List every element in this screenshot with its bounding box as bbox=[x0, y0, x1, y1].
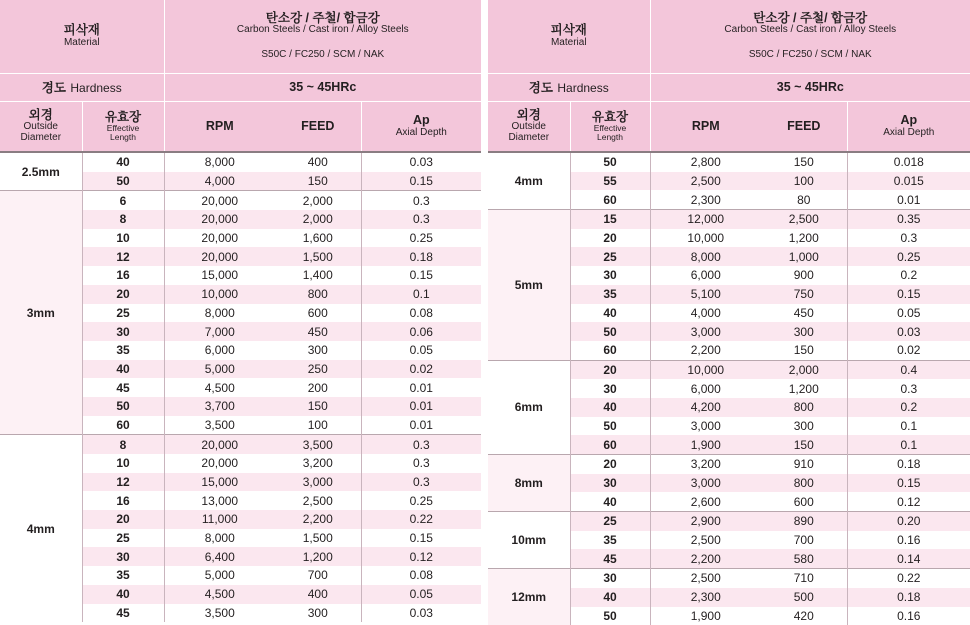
material-en: Material bbox=[0, 38, 164, 49]
length-cell: 30 bbox=[570, 266, 650, 285]
ap-label: Ap bbox=[848, 114, 970, 127]
rpm-cell: 8,000 bbox=[164, 529, 275, 548]
length-cell: 20 bbox=[82, 285, 164, 304]
length-cell: 60 bbox=[570, 190, 650, 209]
rpm-cell: 10,000 bbox=[650, 360, 761, 379]
length-cell: 30 bbox=[570, 474, 650, 493]
hardness-en: Hardness bbox=[70, 81, 121, 95]
rpm-cell: 20,000 bbox=[164, 454, 275, 473]
rpm-cell: 4,200 bbox=[650, 398, 761, 417]
rpm-cell: 2,500 bbox=[650, 172, 761, 191]
rpm-cell: 2,300 bbox=[650, 588, 761, 607]
steel-en: Carbon Steels / Cast iron / Alloy Steels bbox=[165, 25, 482, 36]
rpm-cell: 2,200 bbox=[650, 549, 761, 568]
length-en1: Effective bbox=[83, 124, 164, 133]
feed-cell: 3,000 bbox=[275, 473, 361, 492]
col-rpm-header: RPM bbox=[650, 101, 761, 152]
rpm-cell: 12,000 bbox=[650, 210, 761, 229]
length-cell: 12 bbox=[82, 473, 164, 492]
ap-cell: 0.22 bbox=[361, 510, 481, 529]
rpm-cell: 4,500 bbox=[164, 378, 275, 397]
rpm-cell: 8,000 bbox=[164, 152, 275, 172]
rpm-cell: 20,000 bbox=[164, 191, 275, 210]
feed-cell: 1,400 bbox=[275, 266, 361, 285]
ap-cell: 0.15 bbox=[361, 172, 481, 191]
col-rpm-header: RPM bbox=[164, 101, 275, 152]
length-cell: 60 bbox=[570, 435, 650, 454]
length-cell: 30 bbox=[570, 569, 650, 588]
left-data-rows bbox=[0, 152, 481, 622]
length-cell: 35 bbox=[570, 531, 650, 550]
feed-cell: 200 bbox=[275, 378, 361, 397]
steel-header bbox=[650, 0, 970, 73]
rpm-cell: 4,000 bbox=[164, 172, 275, 191]
feed-cell: 250 bbox=[275, 360, 361, 379]
rpm-cell: 8,000 bbox=[650, 247, 761, 266]
ap-cell: 0.3 bbox=[361, 473, 481, 492]
table-row bbox=[0, 152, 481, 172]
length-cell: 30 bbox=[82, 547, 164, 566]
feed-cell: 450 bbox=[275, 322, 361, 341]
material-en: Material bbox=[488, 38, 650, 49]
length-cell: 25 bbox=[570, 247, 650, 266]
length-cell: 40 bbox=[82, 152, 164, 172]
hardness-label bbox=[488, 73, 650, 101]
ap-cell: 0.18 bbox=[361, 247, 481, 266]
diameter-en1: Outside bbox=[488, 122, 570, 133]
length-cell: 35 bbox=[82, 341, 164, 360]
ap-cell: 0.22 bbox=[847, 569, 970, 588]
rpm-cell: 2,800 bbox=[650, 152, 761, 172]
length-cell: 25 bbox=[570, 512, 650, 531]
ap-cell: 0.15 bbox=[361, 266, 481, 285]
ap-cell: 0.01 bbox=[361, 397, 481, 416]
rpm-cell: 6,400 bbox=[164, 547, 275, 566]
steel-ko: 탄소강 / 주철/ 합금강 bbox=[651, 12, 970, 25]
ap-cell: 0.015 bbox=[847, 172, 970, 191]
ap-cell: 0.2 bbox=[847, 266, 970, 285]
length-ko: 유효장 bbox=[571, 111, 650, 124]
rpm-cell: 2,500 bbox=[650, 531, 761, 550]
length-cell: 8 bbox=[82, 210, 164, 229]
feed-cell: 800 bbox=[761, 474, 847, 493]
cutting-table-left bbox=[0, 0, 481, 622]
col-diameter-header bbox=[0, 101, 82, 152]
length-cell: 20 bbox=[570, 229, 650, 248]
ap-cell: 0.03 bbox=[361, 152, 481, 172]
length-en2: Length bbox=[83, 133, 164, 142]
ap-cell: 0.12 bbox=[847, 492, 970, 511]
steel-grades: S50C / FC250 / SCM / NAK bbox=[651, 50, 970, 61]
right-data-rows bbox=[488, 152, 970, 625]
feed-cell: 1,600 bbox=[275, 229, 361, 248]
diameter-cell: 3mm bbox=[0, 191, 82, 435]
feed-cell: 100 bbox=[275, 416, 361, 435]
feed-cell: 2,000 bbox=[275, 191, 361, 210]
feed-cell: 300 bbox=[275, 341, 361, 360]
rpm-cell: 6,000 bbox=[650, 379, 761, 398]
rpm-cell: 3,000 bbox=[650, 417, 761, 436]
length-cell: 8 bbox=[82, 435, 164, 454]
diameter-cell: 4mm bbox=[0, 435, 82, 622]
length-cell: 60 bbox=[570, 341, 650, 360]
length-cell: 45 bbox=[570, 549, 650, 568]
steel-header bbox=[164, 0, 481, 73]
feed-cell: 700 bbox=[275, 566, 361, 585]
diameter-cell: 6mm bbox=[488, 360, 570, 454]
length-cell: 12 bbox=[82, 247, 164, 266]
hardness-value: 35 ~ 45HRc bbox=[650, 73, 970, 101]
ap-cell: 0.1 bbox=[847, 435, 970, 454]
ap-cell: 0.1 bbox=[361, 285, 481, 304]
rpm-cell: 10,000 bbox=[164, 285, 275, 304]
length-cell: 20 bbox=[570, 455, 650, 474]
feed-cell: 300 bbox=[761, 417, 847, 436]
length-cell: 25 bbox=[82, 529, 164, 548]
rpm-cell: 3,000 bbox=[650, 322, 761, 341]
rpm-cell: 20,000 bbox=[164, 435, 275, 454]
ap-cell: 0.03 bbox=[361, 604, 481, 623]
rpm-cell: 2,200 bbox=[650, 341, 761, 360]
rpm-cell: 11,000 bbox=[164, 510, 275, 529]
feed-cell: 900 bbox=[761, 266, 847, 285]
length-cell: 30 bbox=[82, 322, 164, 341]
length-cell: 40 bbox=[570, 398, 650, 417]
diameter-cell: 12mm bbox=[488, 569, 570, 625]
length-cell: 25 bbox=[82, 304, 164, 323]
table-row bbox=[0, 435, 481, 454]
length-cell: 40 bbox=[82, 585, 164, 604]
feed-cell: 2,000 bbox=[761, 360, 847, 379]
rpm-cell: 4,000 bbox=[650, 304, 761, 323]
length-cell: 20 bbox=[570, 360, 650, 379]
rpm-cell: 8,000 bbox=[164, 304, 275, 323]
feed-cell: 300 bbox=[761, 322, 847, 341]
feed-cell: 450 bbox=[761, 304, 847, 323]
feed-cell: 300 bbox=[275, 604, 361, 623]
length-cell: 35 bbox=[82, 566, 164, 585]
ap-label: Ap bbox=[362, 114, 482, 127]
rpm-cell: 6,000 bbox=[650, 266, 761, 285]
ap-cell: 0.02 bbox=[361, 360, 481, 379]
ap-cell: 0.14 bbox=[847, 549, 970, 568]
ap-cell: 0.15 bbox=[361, 529, 481, 548]
feed-cell: 1,500 bbox=[275, 529, 361, 548]
rpm-cell: 2,600 bbox=[650, 492, 761, 511]
diameter-cell: 2.5mm bbox=[0, 152, 82, 191]
feed-cell: 400 bbox=[275, 585, 361, 604]
length-cell: 45 bbox=[82, 604, 164, 623]
ap-cell: 0.02 bbox=[847, 341, 970, 360]
ap-cell: 0.05 bbox=[847, 304, 970, 323]
ap-cell: 0.05 bbox=[361, 341, 481, 360]
length-en2: Length bbox=[571, 133, 650, 142]
feed-cell: 700 bbox=[761, 531, 847, 550]
ap-cell: 0.01 bbox=[361, 378, 481, 397]
rpm-cell: 3,000 bbox=[650, 474, 761, 493]
material-header bbox=[488, 0, 650, 73]
feed-cell: 1,500 bbox=[275, 247, 361, 266]
col-ap-header bbox=[361, 101, 481, 152]
table-row bbox=[0, 191, 481, 210]
length-cell: 45 bbox=[82, 378, 164, 397]
diameter-ko: 외경 bbox=[0, 109, 82, 122]
rpm-cell: 15,000 bbox=[164, 266, 275, 285]
ap-cell: 0.3 bbox=[361, 454, 481, 473]
hardness-ko: 경도 bbox=[42, 81, 66, 95]
ap-cell: 0.01 bbox=[847, 190, 970, 209]
length-cell: 40 bbox=[82, 360, 164, 379]
ap-cell: 0.018 bbox=[847, 152, 970, 172]
material-header bbox=[0, 0, 164, 73]
feed-cell: 100 bbox=[761, 172, 847, 191]
hardness-label bbox=[0, 73, 164, 101]
diameter-cell: 8mm bbox=[488, 455, 570, 512]
ap-en: Axial Depth bbox=[848, 128, 970, 139]
feed-cell: 150 bbox=[761, 341, 847, 360]
table-row bbox=[488, 569, 970, 588]
rpm-cell: 2,300 bbox=[650, 190, 761, 209]
rpm-cell: 3,700 bbox=[164, 397, 275, 416]
length-cell: 50 bbox=[570, 322, 650, 341]
ap-cell: 0.4 bbox=[847, 360, 970, 379]
steel-en: Carbon Steels / Cast iron / Alloy Steels bbox=[651, 25, 970, 36]
length-cell: 6 bbox=[82, 191, 164, 210]
length-cell: 20 bbox=[82, 510, 164, 529]
rpm-cell: 2,500 bbox=[650, 569, 761, 588]
table-row bbox=[488, 152, 970, 172]
material-ko: 피삭재 bbox=[0, 24, 164, 37]
feed-cell: 580 bbox=[761, 549, 847, 568]
rpm-cell: 6,000 bbox=[164, 341, 275, 360]
rpm-cell: 15,000 bbox=[164, 473, 275, 492]
feed-cell: 150 bbox=[275, 172, 361, 191]
ap-cell: 0.35 bbox=[847, 210, 970, 229]
feed-cell: 80 bbox=[761, 190, 847, 209]
length-cell: 10 bbox=[82, 454, 164, 473]
hardness-en: Hardness bbox=[557, 81, 608, 95]
diameter-cell: 10mm bbox=[488, 512, 570, 569]
length-cell: 40 bbox=[570, 492, 650, 511]
length-cell: 30 bbox=[570, 379, 650, 398]
feed-cell: 750 bbox=[761, 285, 847, 304]
ap-cell: 0.3 bbox=[847, 229, 970, 248]
ap-cell: 0.06 bbox=[361, 322, 481, 341]
length-ko: 유효장 bbox=[83, 111, 164, 124]
steel-ko: 탄소강 / 주철/ 합금강 bbox=[165, 12, 482, 25]
length-cell: 15 bbox=[570, 210, 650, 229]
table-row bbox=[488, 360, 970, 379]
diameter-en2: Diameter bbox=[0, 133, 82, 144]
col-feed-header: FEED bbox=[761, 101, 847, 152]
feed-cell: 600 bbox=[275, 304, 361, 323]
feed-cell: 800 bbox=[275, 285, 361, 304]
feed-cell: 3,500 bbox=[275, 435, 361, 454]
diameter-en1: Outside bbox=[0, 122, 82, 133]
feed-cell: 910 bbox=[761, 455, 847, 474]
length-cell: 40 bbox=[570, 304, 650, 323]
length-cell: 60 bbox=[82, 416, 164, 435]
rpm-cell: 3,200 bbox=[650, 455, 761, 474]
feed-cell: 2,000 bbox=[275, 210, 361, 229]
rpm-cell: 20,000 bbox=[164, 247, 275, 266]
ap-cell: 0.03 bbox=[847, 322, 970, 341]
feed-cell: 150 bbox=[275, 397, 361, 416]
ap-cell: 0.3 bbox=[361, 210, 481, 229]
feed-cell: 1,000 bbox=[761, 247, 847, 266]
feed-cell: 1,200 bbox=[275, 547, 361, 566]
hardness-ko: 경도 bbox=[529, 81, 553, 95]
ap-cell: 0.01 bbox=[361, 416, 481, 435]
rpm-cell: 5,000 bbox=[164, 566, 275, 585]
ap-cell: 0.16 bbox=[847, 531, 970, 550]
length-cell: 55 bbox=[570, 172, 650, 191]
rpm-cell: 20,000 bbox=[164, 229, 275, 248]
ap-cell: 0.08 bbox=[361, 304, 481, 323]
diameter-cell: 4mm bbox=[488, 152, 570, 210]
feed-cell: 2,500 bbox=[275, 491, 361, 510]
ap-cell: 0.12 bbox=[361, 547, 481, 566]
length-en1: Effective bbox=[571, 124, 650, 133]
diameter-ko: 외경 bbox=[488, 109, 570, 122]
ap-cell: 0.18 bbox=[847, 588, 970, 607]
feed-cell: 400 bbox=[275, 152, 361, 172]
ap-cell: 0.15 bbox=[847, 474, 970, 493]
rpm-cell: 4,500 bbox=[164, 585, 275, 604]
ap-cell: 0.25 bbox=[361, 491, 481, 510]
ap-cell: 0.16 bbox=[847, 607, 970, 625]
table-row bbox=[488, 210, 970, 229]
length-cell: 10 bbox=[82, 229, 164, 248]
length-cell: 50 bbox=[570, 152, 650, 172]
feed-cell: 2,500 bbox=[761, 210, 847, 229]
rpm-cell: 20,000 bbox=[164, 210, 275, 229]
cutting-table-right bbox=[488, 0, 970, 625]
material-ko: 피삭재 bbox=[488, 24, 650, 37]
feed-cell: 150 bbox=[761, 152, 847, 172]
length-cell: 50 bbox=[82, 397, 164, 416]
diameter-en2: Diameter bbox=[488, 133, 570, 144]
ap-en: Axial Depth bbox=[362, 128, 482, 139]
ap-cell: 0.15 bbox=[847, 285, 970, 304]
length-cell: 50 bbox=[570, 417, 650, 436]
ap-cell: 0.18 bbox=[847, 455, 970, 474]
ap-cell: 0.1 bbox=[847, 417, 970, 436]
hardness-value: 35 ~ 45HRc bbox=[164, 73, 481, 101]
steel-grades: S50C / FC250 / SCM / NAK bbox=[165, 50, 482, 61]
rpm-cell: 3,500 bbox=[164, 416, 275, 435]
feed-cell: 3,200 bbox=[275, 454, 361, 473]
col-diameter-header bbox=[488, 101, 570, 152]
rpm-cell: 1,900 bbox=[650, 435, 761, 454]
rpm-cell: 5,100 bbox=[650, 285, 761, 304]
ap-cell: 0.3 bbox=[847, 379, 970, 398]
feed-cell: 800 bbox=[761, 398, 847, 417]
rpm-cell: 2,900 bbox=[650, 512, 761, 531]
feed-cell: 890 bbox=[761, 512, 847, 531]
table-row bbox=[488, 512, 970, 531]
ap-cell: 0.25 bbox=[847, 247, 970, 266]
feed-cell: 710 bbox=[761, 569, 847, 588]
feed-cell: 1,200 bbox=[761, 229, 847, 248]
col-length-header bbox=[570, 101, 650, 152]
rpm-cell: 13,000 bbox=[164, 491, 275, 510]
col-ap-header bbox=[847, 101, 970, 152]
rpm-cell: 10,000 bbox=[650, 229, 761, 248]
rpm-cell: 7,000 bbox=[164, 322, 275, 341]
feed-cell: 1,200 bbox=[761, 379, 847, 398]
col-feed-header: FEED bbox=[275, 101, 361, 152]
length-cell: 16 bbox=[82, 266, 164, 285]
feed-cell: 500 bbox=[761, 588, 847, 607]
ap-cell: 0.2 bbox=[847, 398, 970, 417]
length-cell: 40 bbox=[570, 588, 650, 607]
feed-cell: 150 bbox=[761, 435, 847, 454]
length-cell: 35 bbox=[570, 285, 650, 304]
length-cell: 16 bbox=[82, 491, 164, 510]
col-length-header bbox=[82, 101, 164, 152]
rpm-cell: 1,900 bbox=[650, 607, 761, 625]
rpm-cell: 5,000 bbox=[164, 360, 275, 379]
ap-cell: 0.20 bbox=[847, 512, 970, 531]
rpm-cell: 3,500 bbox=[164, 604, 275, 623]
length-cell: 50 bbox=[570, 607, 650, 625]
ap-cell: 0.08 bbox=[361, 566, 481, 585]
ap-cell: 0.3 bbox=[361, 191, 481, 210]
ap-cell: 0.3 bbox=[361, 435, 481, 454]
diameter-cell: 5mm bbox=[488, 210, 570, 361]
feed-cell: 600 bbox=[761, 492, 847, 511]
feed-cell: 420 bbox=[761, 607, 847, 625]
length-cell: 50 bbox=[82, 172, 164, 191]
table-row bbox=[488, 455, 970, 474]
ap-cell: 0.25 bbox=[361, 229, 481, 248]
feed-cell: 2,200 bbox=[275, 510, 361, 529]
ap-cell: 0.05 bbox=[361, 585, 481, 604]
